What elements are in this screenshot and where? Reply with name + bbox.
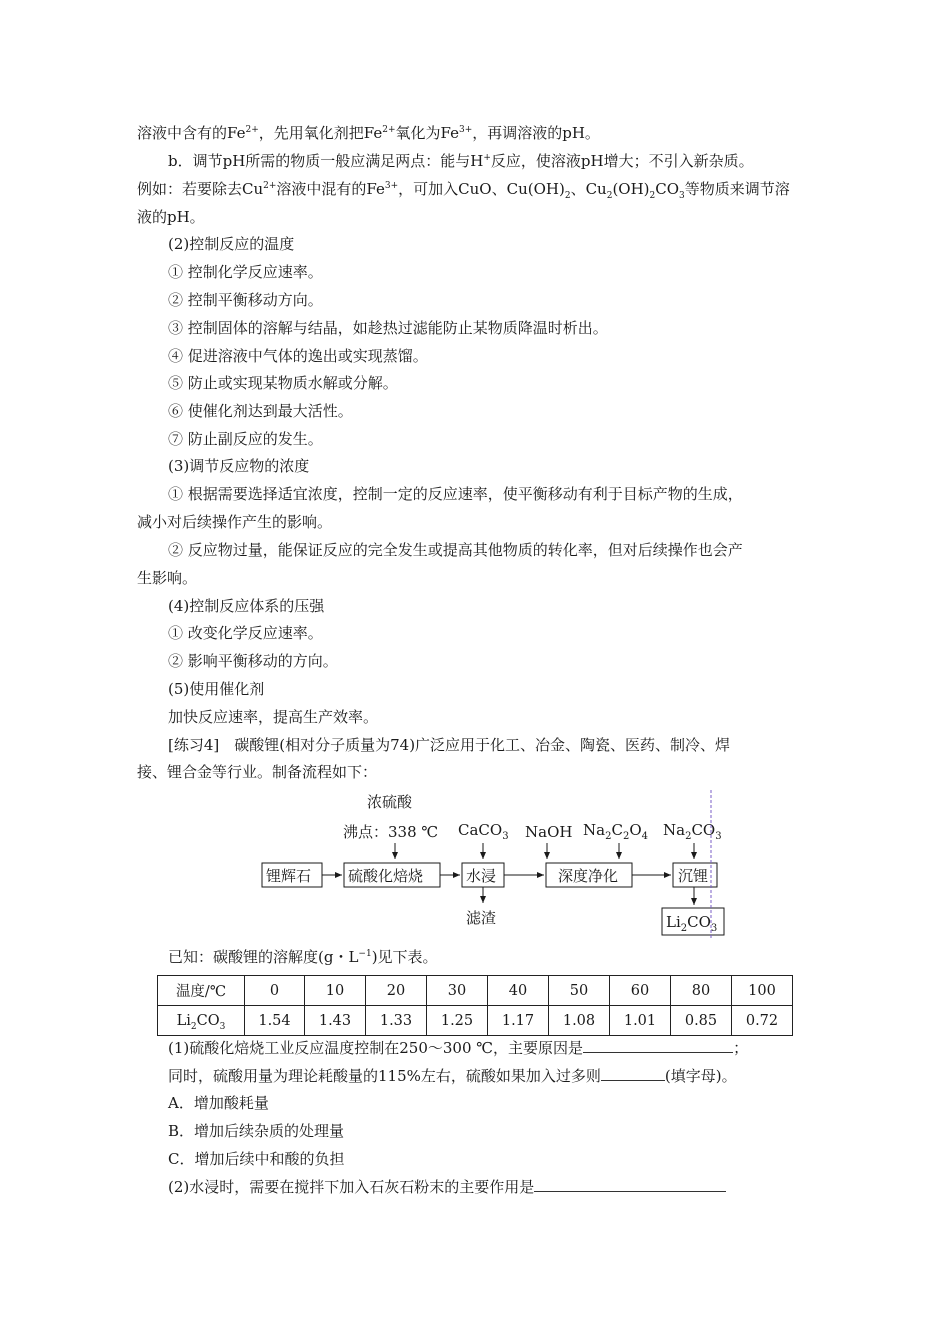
box-lithium-precipitation-label: 沉锂 (678, 867, 709, 885)
section-heading: (3)调节反应物的浓度 (168, 457, 310, 475)
list-item: ① 控制化学反应速率。 (168, 263, 323, 281)
table-header-cell: 0 (245, 976, 305, 1006)
question-1-part2 (168, 1066, 737, 1086)
text-seg: ，先用氧化剂把Fe (258, 124, 383, 142)
text-seg: ； (733, 1039, 749, 1057)
superscript: + (483, 153, 491, 163)
text-line: 接、锂合金等行业。制备流程如下： (137, 763, 378, 781)
question-2 (168, 1177, 726, 1197)
superscript: −1 (358, 949, 372, 959)
list-item: ② 影响平衡移动的方向。 (168, 652, 338, 670)
box-water-leaching-label: 水浸 (466, 867, 497, 885)
text-seg: 溶液中混有的Fe (276, 180, 385, 198)
box-deep-purification-label: 深度净化 (558, 867, 619, 885)
text-seg: 同时，硫酸用量为理论耗酸量的115%左右，硫酸如果加入过多则 (168, 1067, 601, 1085)
list-item: ③ 控制固体的溶解与结晶，如趁热过滤能防止某物质降温时析出。 (168, 319, 608, 337)
text-seg: ，再调溶液的pH。 (472, 124, 600, 142)
table-cell: 1.17 (488, 1006, 549, 1036)
text-seg: CO (655, 180, 680, 198)
box-sulfation-roasting-label: 硫酸化焙烧 (348, 867, 424, 885)
option-a: A．增加酸耗量 (168, 1094, 269, 1112)
section-heading: (5)使用催化剂 (168, 680, 265, 698)
section-heading: (4)控制反应体系的压强 (168, 597, 325, 615)
option-c: C．增加后续中和酸的负担 (168, 1150, 345, 1168)
answer-blank[interactable] (583, 1038, 733, 1053)
subscript: 2 (564, 191, 571, 201)
text-seg: 氧化为Fe (395, 124, 459, 142)
subscript: 3 (679, 191, 685, 201)
table-header-cell: 温度/℃ (158, 976, 245, 1006)
text-seg: ，可加入CuO、Cu(OH) (398, 180, 565, 198)
residue-label: 滤渣 (466, 909, 497, 927)
table-header-cell: 20 (366, 976, 427, 1006)
table-header-cell: 100 (732, 976, 793, 1006)
table-header-cell: 10 (305, 976, 366, 1006)
table-cell: 1.54 (245, 1006, 305, 1036)
text-line: 生影响。 (137, 569, 198, 587)
table-header-cell: 30 (427, 976, 488, 1006)
text-line (137, 179, 790, 199)
exercise-title: [练习4] 碳酸锂(相对分子质量为74)广泛应用于化工、冶金、陶瓷、医药、制冷、焊 (168, 736, 731, 754)
table-cell: 1.25 (427, 1006, 488, 1036)
question-1 (168, 1038, 748, 1058)
reagent-naoh: NaOH (525, 823, 573, 841)
text-seg: )见下表。 (371, 948, 438, 966)
text-line: 减小对后续操作产生的影响。 (137, 513, 333, 531)
answer-blank[interactable] (534, 1177, 726, 1192)
text-seg: 溶液中含有的Fe (137, 124, 246, 142)
table-row (158, 976, 793, 1006)
reagent-conc-sulfuric-acid: 浓硫酸 (367, 793, 413, 811)
superscript: 3+ (458, 125, 473, 135)
table-header-cell: 60 (610, 976, 671, 1006)
subscript: 2 (649, 191, 656, 201)
table-cell: 1.43 (305, 1006, 366, 1036)
text-seg: (1)硫酸化焙烧工业反应温度控制在250～300 ℃，主要原因是 (168, 1039, 584, 1057)
process-flow-diagram (0, 785, 950, 945)
text-seg: 已知：碳酸锂的溶解度(g・L (168, 948, 359, 966)
text-seg: (2)水浸时，需要在搅拌下加入石灰石粉末的主要作用是 (168, 1178, 535, 1196)
reagent-na2c2o4: $Na_2C_2O_4$ (583, 821, 648, 842)
table-cell: 1.33 (366, 1006, 427, 1036)
option-b: B．增加后续杂质的处理量 (168, 1122, 345, 1140)
list-item: ① 根据需要选择适宜浓度，控制一定的反应速率，使平衡移动有利于目标产物的生成， (168, 485, 743, 503)
table-cell: 0.85 (671, 1006, 732, 1036)
reagent-boiling-point: 沸点：338 ℃ (343, 823, 439, 841)
table-header-cell: 50 (549, 976, 610, 1006)
text-seg: (OH) (612, 180, 650, 198)
reagent-na2co3: $Na_2CO_3$ (663, 821, 722, 842)
superscript: 3+ (384, 181, 399, 191)
subscript: 2 (606, 191, 613, 201)
solubility-table (157, 975, 793, 1036)
table-row (158, 1006, 793, 1036)
table-cell: 1.08 (549, 1006, 610, 1036)
table-cell: 1.01 (610, 1006, 671, 1036)
list-item: ⑤ 防止或实现某物质水解或分解。 (168, 374, 398, 392)
text-seg: b．调节pH所需的物质一般应满足两点：能与H (168, 152, 484, 170)
table-header-cell: 80 (671, 976, 732, 1006)
box-spodumene-label: 锂辉石 (266, 867, 312, 885)
table-row-label: $Li_2CO_3$ (158, 1006, 245, 1036)
reagent-caco3: CaCO$_3$ (458, 821, 509, 842)
answer-blank[interactable] (601, 1066, 665, 1081)
text-line: 液的pH。 (137, 208, 205, 226)
text-seg: 等物质来调节溶 (684, 180, 790, 198)
product-li2co3: $Li_2CO_3$ (666, 913, 718, 934)
text-line (137, 123, 600, 143)
text-line: 加快反应速率，提高生产效率。 (168, 708, 379, 726)
list-item: ⑦ 防止副反应的发生。 (168, 430, 323, 448)
text-seg: (填字母)。 (664, 1067, 737, 1085)
text-seg: 、Cu (570, 180, 607, 198)
list-item: ① 改变化学反应速率。 (168, 624, 323, 642)
text-seg: 反应，使溶液pH增大；不引入新杂质。 (490, 152, 754, 170)
superscript: 2+ (263, 181, 277, 191)
superscript: 2+ (245, 125, 259, 135)
table-cell: 0.72 (732, 1006, 793, 1036)
list-item: ② 控制平衡移动方向。 (168, 291, 323, 309)
list-item: ④ 促进溶液中气体的逸出或实现蒸馏。 (168, 347, 428, 365)
known-info-line (168, 947, 438, 967)
list-item: ② 反应物过量，能保证反应的完全发生或提高其他物质的转化率，但对后续操作也会产 (168, 541, 743, 559)
text-seg: 例如：若要除去Cu (137, 180, 264, 198)
table-header-cell: 40 (488, 976, 549, 1006)
section-heading: (2)控制反应的温度 (168, 235, 295, 253)
list-item: ⑥ 使催化剂达到最大活性。 (168, 402, 353, 420)
text-line (168, 151, 754, 171)
superscript: 2+ (382, 125, 396, 135)
